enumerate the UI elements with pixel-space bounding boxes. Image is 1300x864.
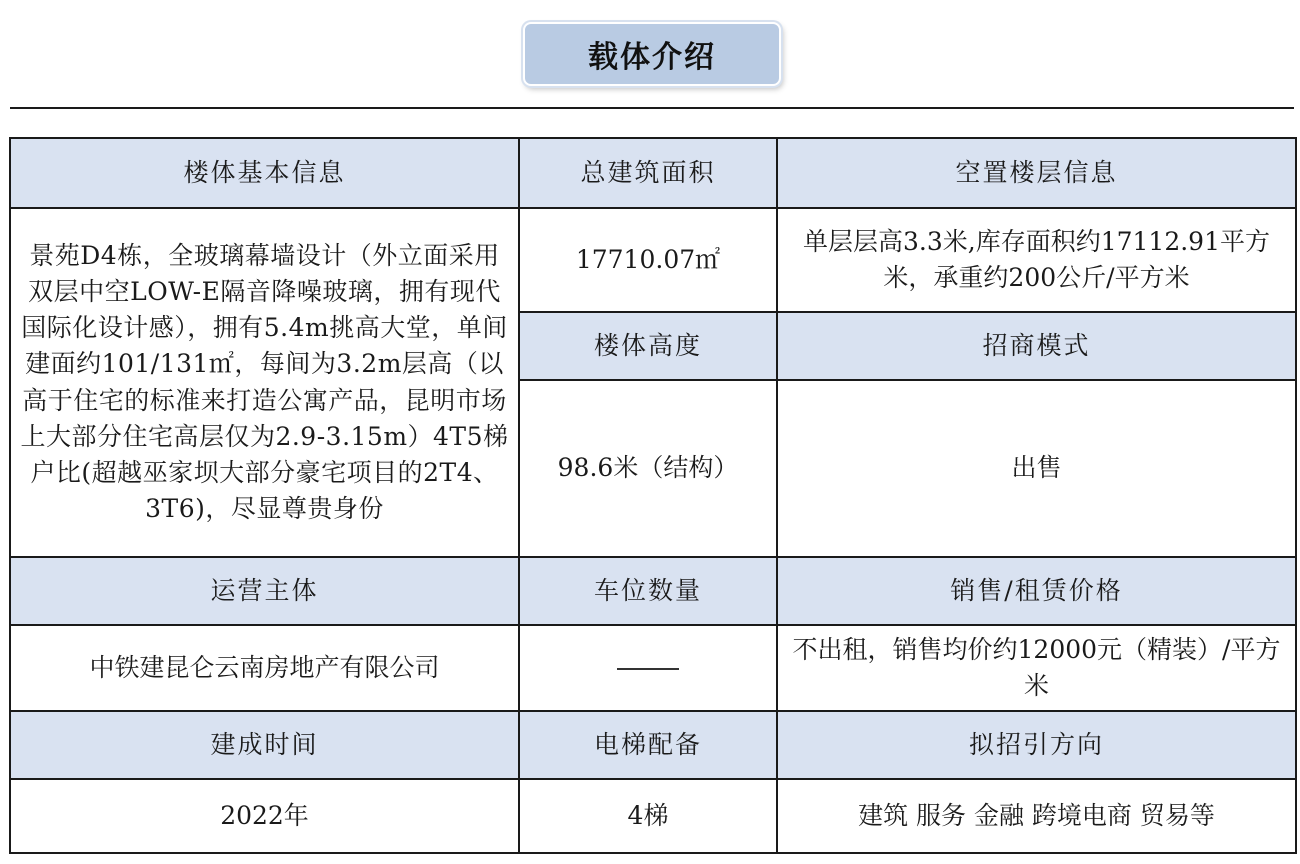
completion-value: 2022年 (10, 779, 519, 853)
elevators-header: 电梯配备 (519, 711, 777, 779)
target-industry-header: 拟招引方向 (777, 711, 1296, 779)
title-divider (10, 107, 1294, 109)
operator-header: 运营主体 (10, 557, 519, 625)
parking-value (519, 625, 777, 711)
elevators-value: 4梯 (519, 779, 777, 853)
price-header: 销售/租赁价格 (777, 557, 1296, 625)
table-row (10, 557, 1296, 625)
building-height-value: 98.6米（结构） (519, 380, 777, 557)
table-row (10, 625, 1296, 711)
parking-header: 车位数量 (519, 557, 777, 625)
target-industry-value: 建筑 服务 金融 跨境电商 贸易等 (777, 779, 1296, 853)
price-value: 不出租，销售均价约12000元（精装）/平方米 (777, 625, 1296, 711)
table-row (10, 138, 1296, 208)
operator-value: 中铁建昆仑云南房地产有限公司 (10, 625, 519, 711)
page-title: 载体介绍 (523, 22, 781, 86)
building-description: 景苑D4栋，全玻璃幕墙设计（外立面采用双层中空LOW-E隔音降噪玻璃，拥有现代国际化设计感），拥有5.4m挑高大堂，单间建面约101/131㎡，每间为3.2m层高（以高于住宅的标准来打造公寓产品，昆明市场上大部分住宅高层仅为2.9-3.15m）4T5梯户比(超越巫家坝大部分豪宅项目的2T4、3T6)，尽显尊贵身份 (10, 208, 519, 557)
completion-header: 建成时间 (10, 711, 519, 779)
total-area-header: 总建筑面积 (519, 138, 777, 208)
building-info-table (9, 137, 1297, 854)
empty-dash (617, 668, 679, 670)
leasing-mode-header: 招商模式 (777, 312, 1296, 380)
table-row (10, 208, 1296, 312)
building-info-header: 楼体基本信息 (10, 138, 519, 208)
table-row (10, 779, 1296, 853)
table-row (10, 711, 1296, 779)
vacant-floor-header: 空置楼层信息 (777, 138, 1296, 208)
leasing-mode-value: 出售 (777, 380, 1296, 557)
total-area-value: 17710.07㎡ (519, 208, 777, 312)
building-height-header: 楼体高度 (519, 312, 777, 380)
vacant-floor-value: 单层层高3.3米,库存面积约17112.91平方米，承重约200公斤/平方米 (777, 208, 1296, 312)
